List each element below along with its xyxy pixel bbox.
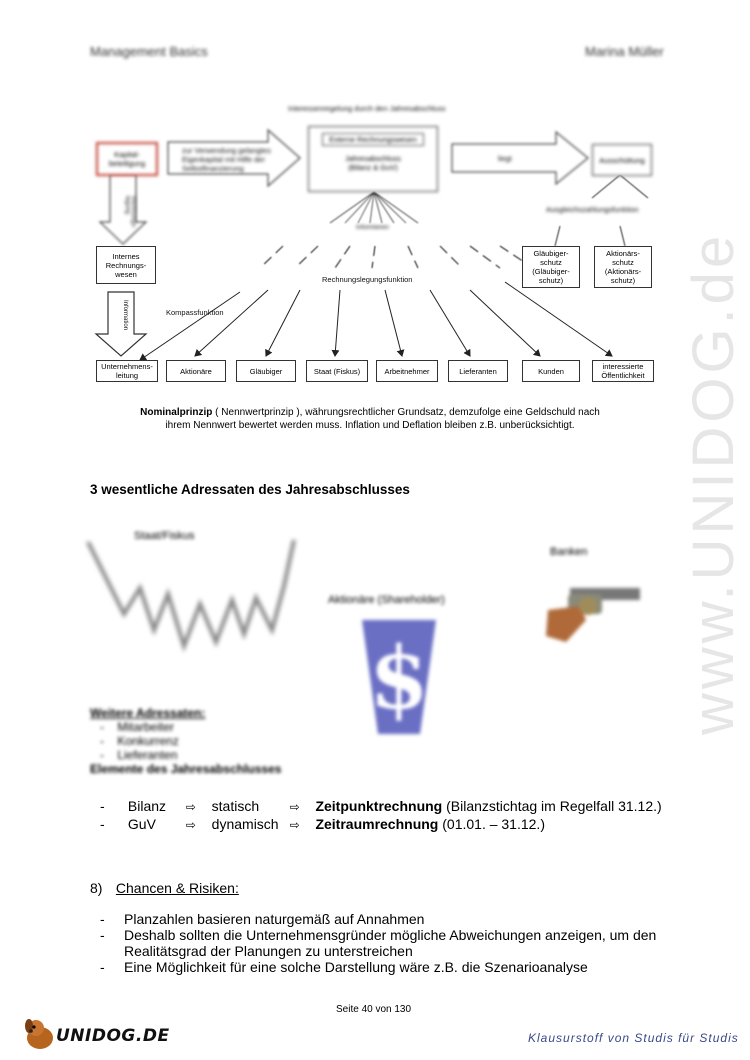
chancen-title: Chancen & Risiken: — [115, 880, 239, 896]
right-sub-caption: Ausgleichszahlungsfunktion — [546, 205, 639, 214]
element-type: dynamisch — [211, 816, 279, 832]
arrow-icon: ⇨ — [289, 800, 300, 814]
element-row-bilanz — [100, 798, 662, 814]
banken-label: Banken — [550, 546, 588, 558]
left-small-box-text: Internes Rechnungs- wesen — [105, 251, 147, 279]
section-title: 3 wesentliche Adressaten des Jahresabschlusses — [90, 482, 410, 497]
arrow-icon: ⇨ — [185, 818, 196, 832]
creditor-box-text: Gläubiger- schutz (Gläubiger- schutz) — [532, 249, 570, 285]
bullet-dash: - — [100, 911, 105, 927]
header-right: Marina Müller — [585, 44, 664, 59]
bottom-box-oeffentlichkeit — [592, 360, 654, 382]
bottom-box-lieferanten — [448, 360, 508, 382]
red-box: Kapital- beteiligung — [96, 142, 158, 176]
diagram-top-caption: Interessenregelung durch den Jahresabschluss — [288, 104, 446, 113]
weitere-title: Weitere Adressaten: — [90, 706, 206, 720]
element-name: Bilanz — [127, 798, 167, 814]
element-dash: - — [100, 816, 105, 832]
nominal-line2: ihrem Nennwert bewertet werden muss. Inflation und Deflation bleiben z.B. unberücksichtigt. — [165, 420, 575, 431]
bottom-box-kunden — [522, 360, 580, 382]
chancen-number: 8) — [90, 880, 103, 896]
left-down-text: Rechnungs- legung — [124, 196, 136, 229]
watermark: www.UNIDOG.de — [681, 231, 746, 735]
left-down-arrow-text: Information — [122, 300, 128, 331]
right-arrow-shape — [452, 132, 588, 184]
chancen-heading — [90, 880, 239, 896]
diagram-lines — [0, 0, 750, 400]
bottom-box-label: Gläubiger — [249, 366, 283, 376]
aktionaere-label: Aktionäre (Shareholder) — [328, 594, 445, 606]
center-box-title: Externe Rechnungswesen — [322, 133, 424, 146]
left-small-box — [96, 246, 156, 284]
bullet-text: Realitätsgrad der Planungen zu unterstreichen — [124, 943, 413, 959]
weitere-item: - Konkurrenz — [100, 734, 179, 748]
weitere-block — [90, 706, 281, 776]
bottom-box-label: Lieferanten — [459, 366, 497, 376]
bullet-text: Eine Möglichkeit für eine solche Darstellung wäre z.B. die Szenarioanalyse — [124, 959, 588, 975]
bottom-box-staat — [306, 360, 368, 382]
chancen-bullet — [100, 927, 656, 943]
nominal-line1: ( Nennwertprinzip ), währungsrechtlicher Grundsatz, demzufolge eine Geldschuld nach — [212, 407, 600, 418]
bottom-box-label: Unternehmens- leitung — [101, 362, 153, 380]
elements-title: Elemente des Jahresabschlusses — [90, 762, 282, 776]
right-box: Ausschüttung — [592, 144, 652, 176]
element-bold: Zeitpunktrechnung — [315, 798, 443, 814]
down-arrow-top — [100, 174, 146, 244]
center-box-line2: (Bilanz & GuV) — [348, 163, 398, 172]
element-rest: (Bilanzstichtag im Regelfall 31.12.) — [442, 798, 662, 814]
footer-slogan: Klausurstoff von Studis für Studis — [528, 1031, 739, 1045]
arrow-icon: ⇨ — [289, 818, 300, 832]
element-bold: Zeitraumrechnung — [315, 816, 439, 832]
staat-label: Staat/Fiskus — [134, 530, 195, 542]
bottom-box-unternehmensleitung — [96, 360, 158, 382]
page-number: Seite 40 von 130 — [336, 1004, 412, 1015]
logo-text: UNIDOG.DE — [56, 1026, 170, 1046]
element-name: GuV — [127, 816, 156, 832]
nominal-note — [100, 406, 640, 432]
down-arrow-bottom — [96, 292, 146, 356]
revolver-icon — [540, 580, 650, 650]
bullet-dash: - — [100, 927, 105, 943]
center-box — [308, 126, 438, 192]
bottom-box-label: interessierte Öffentlichkeit — [601, 362, 645, 380]
weitere-item: - Lieferanten — [100, 748, 178, 762]
bottom-box-label: Aktionäre — [180, 366, 212, 376]
bullet-dash: - — [100, 959, 105, 975]
element-type: statisch — [211, 798, 260, 814]
weitere-item-text: Lieferanten — [117, 748, 178, 762]
weitere-item-text: Konkurrenz — [117, 734, 179, 748]
nominal-term: Nominalprinzip — [140, 407, 213, 418]
bottom-box-aktionaere — [166, 360, 226, 382]
bullet-text: Planzahlen basieren naturgemäß auf Annahmen — [124, 911, 425, 927]
center-box-line1: Jahresabschluss — [345, 154, 401, 163]
share-box — [594, 246, 652, 288]
dollar-icon — [358, 616, 440, 738]
creditor-box — [522, 246, 580, 288]
bullet-text: Deshalb sollten die Unternehmensgründer mögliche Abweichungen anzeigen, um den — [124, 927, 657, 943]
header-left: Management Basics — [90, 44, 208, 59]
zigzag-graphic — [84, 534, 304, 664]
bottom-box-label: Staat (Fiskus) — [313, 366, 361, 376]
dog-icon — [22, 1016, 56, 1052]
rechnungs-label: Rechnungslegungsfunktion — [322, 275, 413, 284]
weitere-item: - Mitarbeiter — [100, 720, 175, 734]
element-row-guv — [100, 816, 545, 832]
bottom-box-label: Kunden — [538, 366, 564, 376]
element-dash: - — [100, 798, 105, 814]
left-arrow-text: zur Verwendung gelangtes Eigenkapital mit Hilfe der Selbstfinanzierung — [182, 146, 271, 173]
chancen-bullet — [100, 959, 588, 975]
diagram — [0, 0, 750, 400]
weitere-item-text: Mitarbeiter — [117, 720, 175, 734]
svg-text:$: $ — [369, 628, 429, 729]
unidog-logo — [22, 1016, 182, 1052]
chancen-bullet-cont — [124, 943, 413, 959]
arrow-icon: ⇨ — [185, 800, 196, 814]
chancen-bullet — [100, 911, 424, 927]
kompass-label: Kompassfunktion — [166, 308, 224, 317]
share-box-text: Aktionärs- schutz (Aktionärs- schutz) — [604, 249, 642, 285]
bottom-box-glaeubiger — [236, 360, 296, 382]
element-rest: (01.01. – 31.12.) — [438, 816, 545, 832]
bottom-box-arbeitnehmer — [376, 360, 438, 382]
right-arrow-text: liegt — [498, 154, 512, 163]
bottom-box-label: Arbeitnehmer — [384, 366, 430, 376]
fan-label: Informieren — [356, 224, 389, 231]
